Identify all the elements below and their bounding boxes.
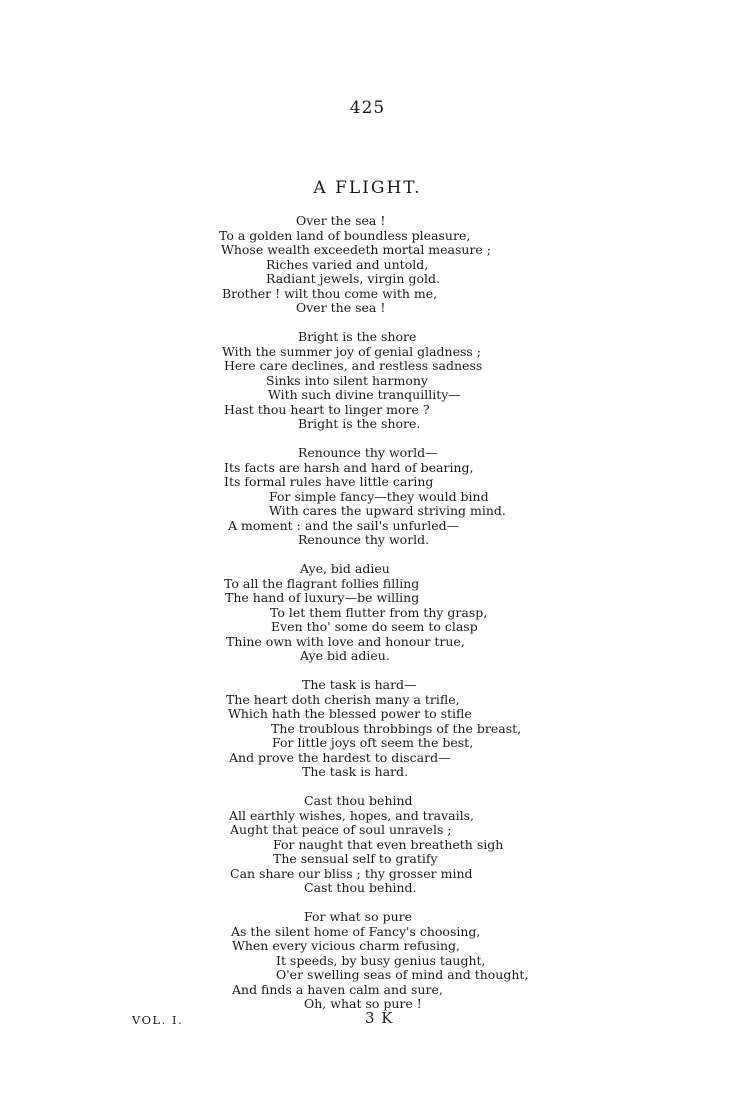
poem-line: All earthly wishes, hopes, and travails, <box>229 807 475 823</box>
stanza <box>0 794 735 896</box>
poem-title: A FLIGHT. <box>313 178 422 198</box>
poem-line: The task is hard— <box>302 677 417 692</box>
poem-line: For what so pure <box>304 909 413 924</box>
stanza <box>0 910 735 1012</box>
poem-line: For naught that even breatheth sigh <box>273 836 504 852</box>
stanza <box>0 330 735 432</box>
poem-line: Can share our bliss ; thy grosser mind <box>230 865 473 881</box>
poem-line: The task is hard. <box>302 764 409 779</box>
poem-line: For simple fancy—they would bind <box>269 488 489 504</box>
poem-line: Renounce thy world— <box>298 445 438 460</box>
poem-line: Oh, what so pure ! <box>304 996 422 1011</box>
poem-line: Brother ! wilt thou come with me, <box>222 285 438 301</box>
poem-line: And finds a haven calm and sure, <box>232 981 443 997</box>
stanza <box>0 678 735 780</box>
poem-line: Riches varied and untold, <box>266 256 429 272</box>
poem-line: It speeds, by busy genius taught, <box>276 952 486 968</box>
stanza <box>0 214 735 316</box>
poem-line: The troublous throbbings of the breast, <box>271 720 522 736</box>
poem-line: A moment : and the sail's unfurled— <box>228 517 460 533</box>
poem-line: Hast thou heart to linger more ? <box>224 401 430 417</box>
page-number: 425 <box>349 98 386 118</box>
poem-line: To let them flutter from thy grasp, <box>270 604 488 620</box>
poem-line: And prove the hardest to discard— <box>229 749 451 765</box>
poem-line: The hand of luxury—be willing <box>225 590 420 605</box>
poem-line: Aught that peace of soul unravels ; <box>230 822 452 837</box>
poem-line: Whose wealth exceedeth mortal measure ; <box>221 242 492 257</box>
poem-line: Thine own with love and honour true, <box>226 633 465 649</box>
poem-line: Over the sea ! <box>296 300 386 315</box>
poem-line: For little joys oft seem the best, <box>272 735 474 750</box>
poem-line: Cast thou behind <box>304 793 413 808</box>
poem-line: To all the flagrant follies filling <box>224 575 420 591</box>
signature-mark: 3 K <box>365 1009 394 1027</box>
poem-line: Its facts are harsh and hard of bearing, <box>224 459 474 475</box>
poem-line: O'er swelling seas of mind and thought, <box>276 967 529 982</box>
poem-body <box>0 214 735 1026</box>
poem-line: Sinks into silent harmony <box>266 372 428 388</box>
poem-line: As the silent home of Fancy's choosing, <box>231 923 481 939</box>
poem-line: Even tho' some do seem to clasp <box>271 619 478 634</box>
poem-line: Which hath the blessed power to stifle <box>228 706 472 721</box>
poem-line: The heart doth cherish many a trifle, <box>226 691 460 707</box>
poem-line: Cast thou behind. <box>304 880 417 895</box>
poem-line: Radiant jewels, virgin gold. <box>266 271 440 286</box>
poem-line: With the summer joy of genial gladness ; <box>222 343 481 359</box>
poem-line: Aye, bid adieu <box>300 561 390 576</box>
stanza <box>0 562 735 664</box>
poem-line: Bright is the shore <box>298 329 417 344</box>
poem-line: Here care declines, and restless sadness <box>224 358 483 373</box>
poem-line: Its formal rules have little caring <box>224 474 434 489</box>
poem-line: With cares the upward striving mind. <box>269 503 506 518</box>
poem-line: Renounce thy world. <box>298 532 430 547</box>
volume-marker: VOL. I. <box>132 1013 184 1027</box>
poem-line: Aye bid adieu. <box>300 648 390 663</box>
poem-line: To a golden land of boundless pleasure, <box>219 227 471 243</box>
poem-line: When every vicious charm refusing, <box>232 938 461 953</box>
poem-line: With such divine tranquillity— <box>268 387 461 402</box>
poem-line: Bright is the shore. <box>298 416 421 431</box>
poem-line: The sensual self to gratify <box>273 851 438 866</box>
poem-line: Over the sea ! <box>296 213 386 228</box>
stanza <box>0 446 735 548</box>
